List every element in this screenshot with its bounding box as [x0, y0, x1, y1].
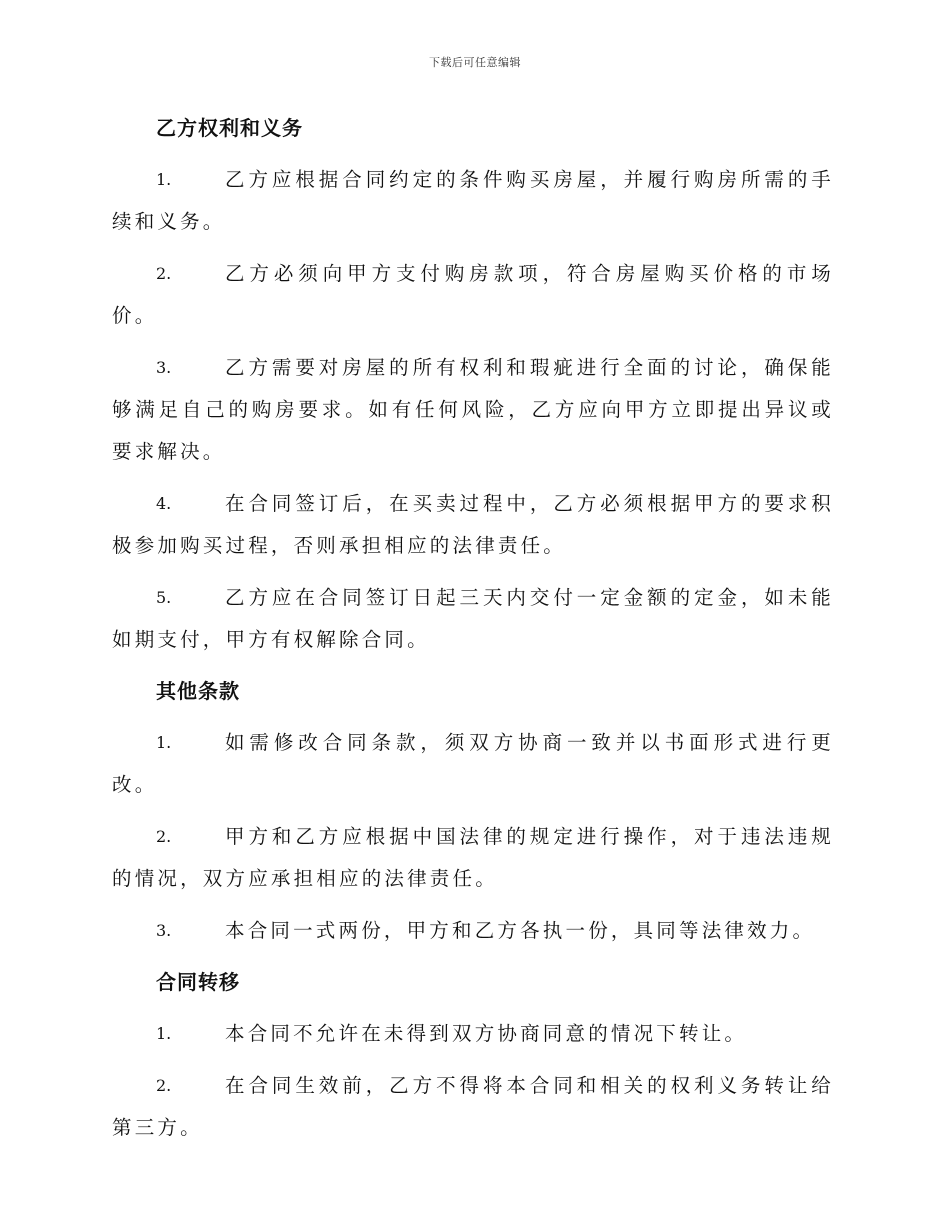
item-number: 4. — [156, 494, 172, 513]
item-text: 乙方应在合同签订日起三天内交付一定金额的定金，如未能如期支付，甲方有权解除合同。 — [112, 586, 834, 651]
item-number: 1. — [156, 1024, 172, 1043]
section-contract-transfer — [112, 962, 834, 1149]
list-item — [112, 347, 834, 473]
item-number: 2. — [156, 827, 172, 846]
item-text: 本合同不允许在未得到双方协商同意的情况下转让。 — [225, 1022, 748, 1045]
item-text: 在合同签订后，在买卖过程中，乙方必须根据甲方的要求积极参加购买过程，否则承担相应的法律责任。 — [112, 492, 834, 557]
list-item — [112, 253, 834, 337]
list-item — [112, 577, 834, 661]
item-number: 2. — [156, 1076, 172, 1095]
item-text: 甲方和乙方应根据中国法律的规定进行操作，对于违法违规的情况，双方应承担相应的法律责任。 — [112, 825, 834, 890]
list-item — [112, 722, 834, 806]
document-body — [112, 108, 834, 1159]
list-item — [112, 159, 834, 243]
list-item — [112, 1065, 834, 1149]
item-text: 本合同一式两份，甲方和乙方各执一份，具同等法律效力。 — [225, 919, 816, 942]
item-text: 乙方需要对房屋的所有权利和瑕疵进行全面的讨论，确保能够满足自己的购房要求。如有任何风险，乙方应向甲方立即提出异议或要求解决。 — [112, 356, 834, 463]
item-number: 1. — [156, 170, 172, 189]
section-other-terms — [112, 671, 834, 952]
item-number: 1. — [156, 733, 172, 752]
item-number: 3. — [156, 921, 172, 940]
page-header: 下载后可任意编辑 — [429, 56, 521, 69]
item-number: 3. — [156, 358, 172, 377]
list-item — [112, 483, 834, 567]
section-heading: 乙方权利和义务 — [156, 116, 303, 140]
section-heading: 合同转移 — [156, 970, 240, 994]
item-text: 乙方应根据合同约定的条件购买房屋，并履行购房所需的手续和义务。 — [112, 168, 834, 233]
list-item — [112, 1013, 834, 1055]
item-text: 在合同生效前，乙方不得将本合同和相关的权利义务转让给第三方。 — [112, 1074, 834, 1139]
list-item — [112, 910, 834, 952]
section-heading: 其他条款 — [156, 679, 240, 703]
section-party-b-rights — [112, 108, 834, 661]
item-text: 如需修改合同条款，须双方协商一致并以书面形式进行更改。 — [112, 731, 834, 796]
list-item — [112, 816, 834, 900]
item-number: 5. — [156, 588, 172, 607]
item-number: 2. — [156, 264, 172, 283]
item-text: 乙方必须向甲方支付购房款项，符合房屋购买价格的市场价。 — [112, 262, 834, 327]
